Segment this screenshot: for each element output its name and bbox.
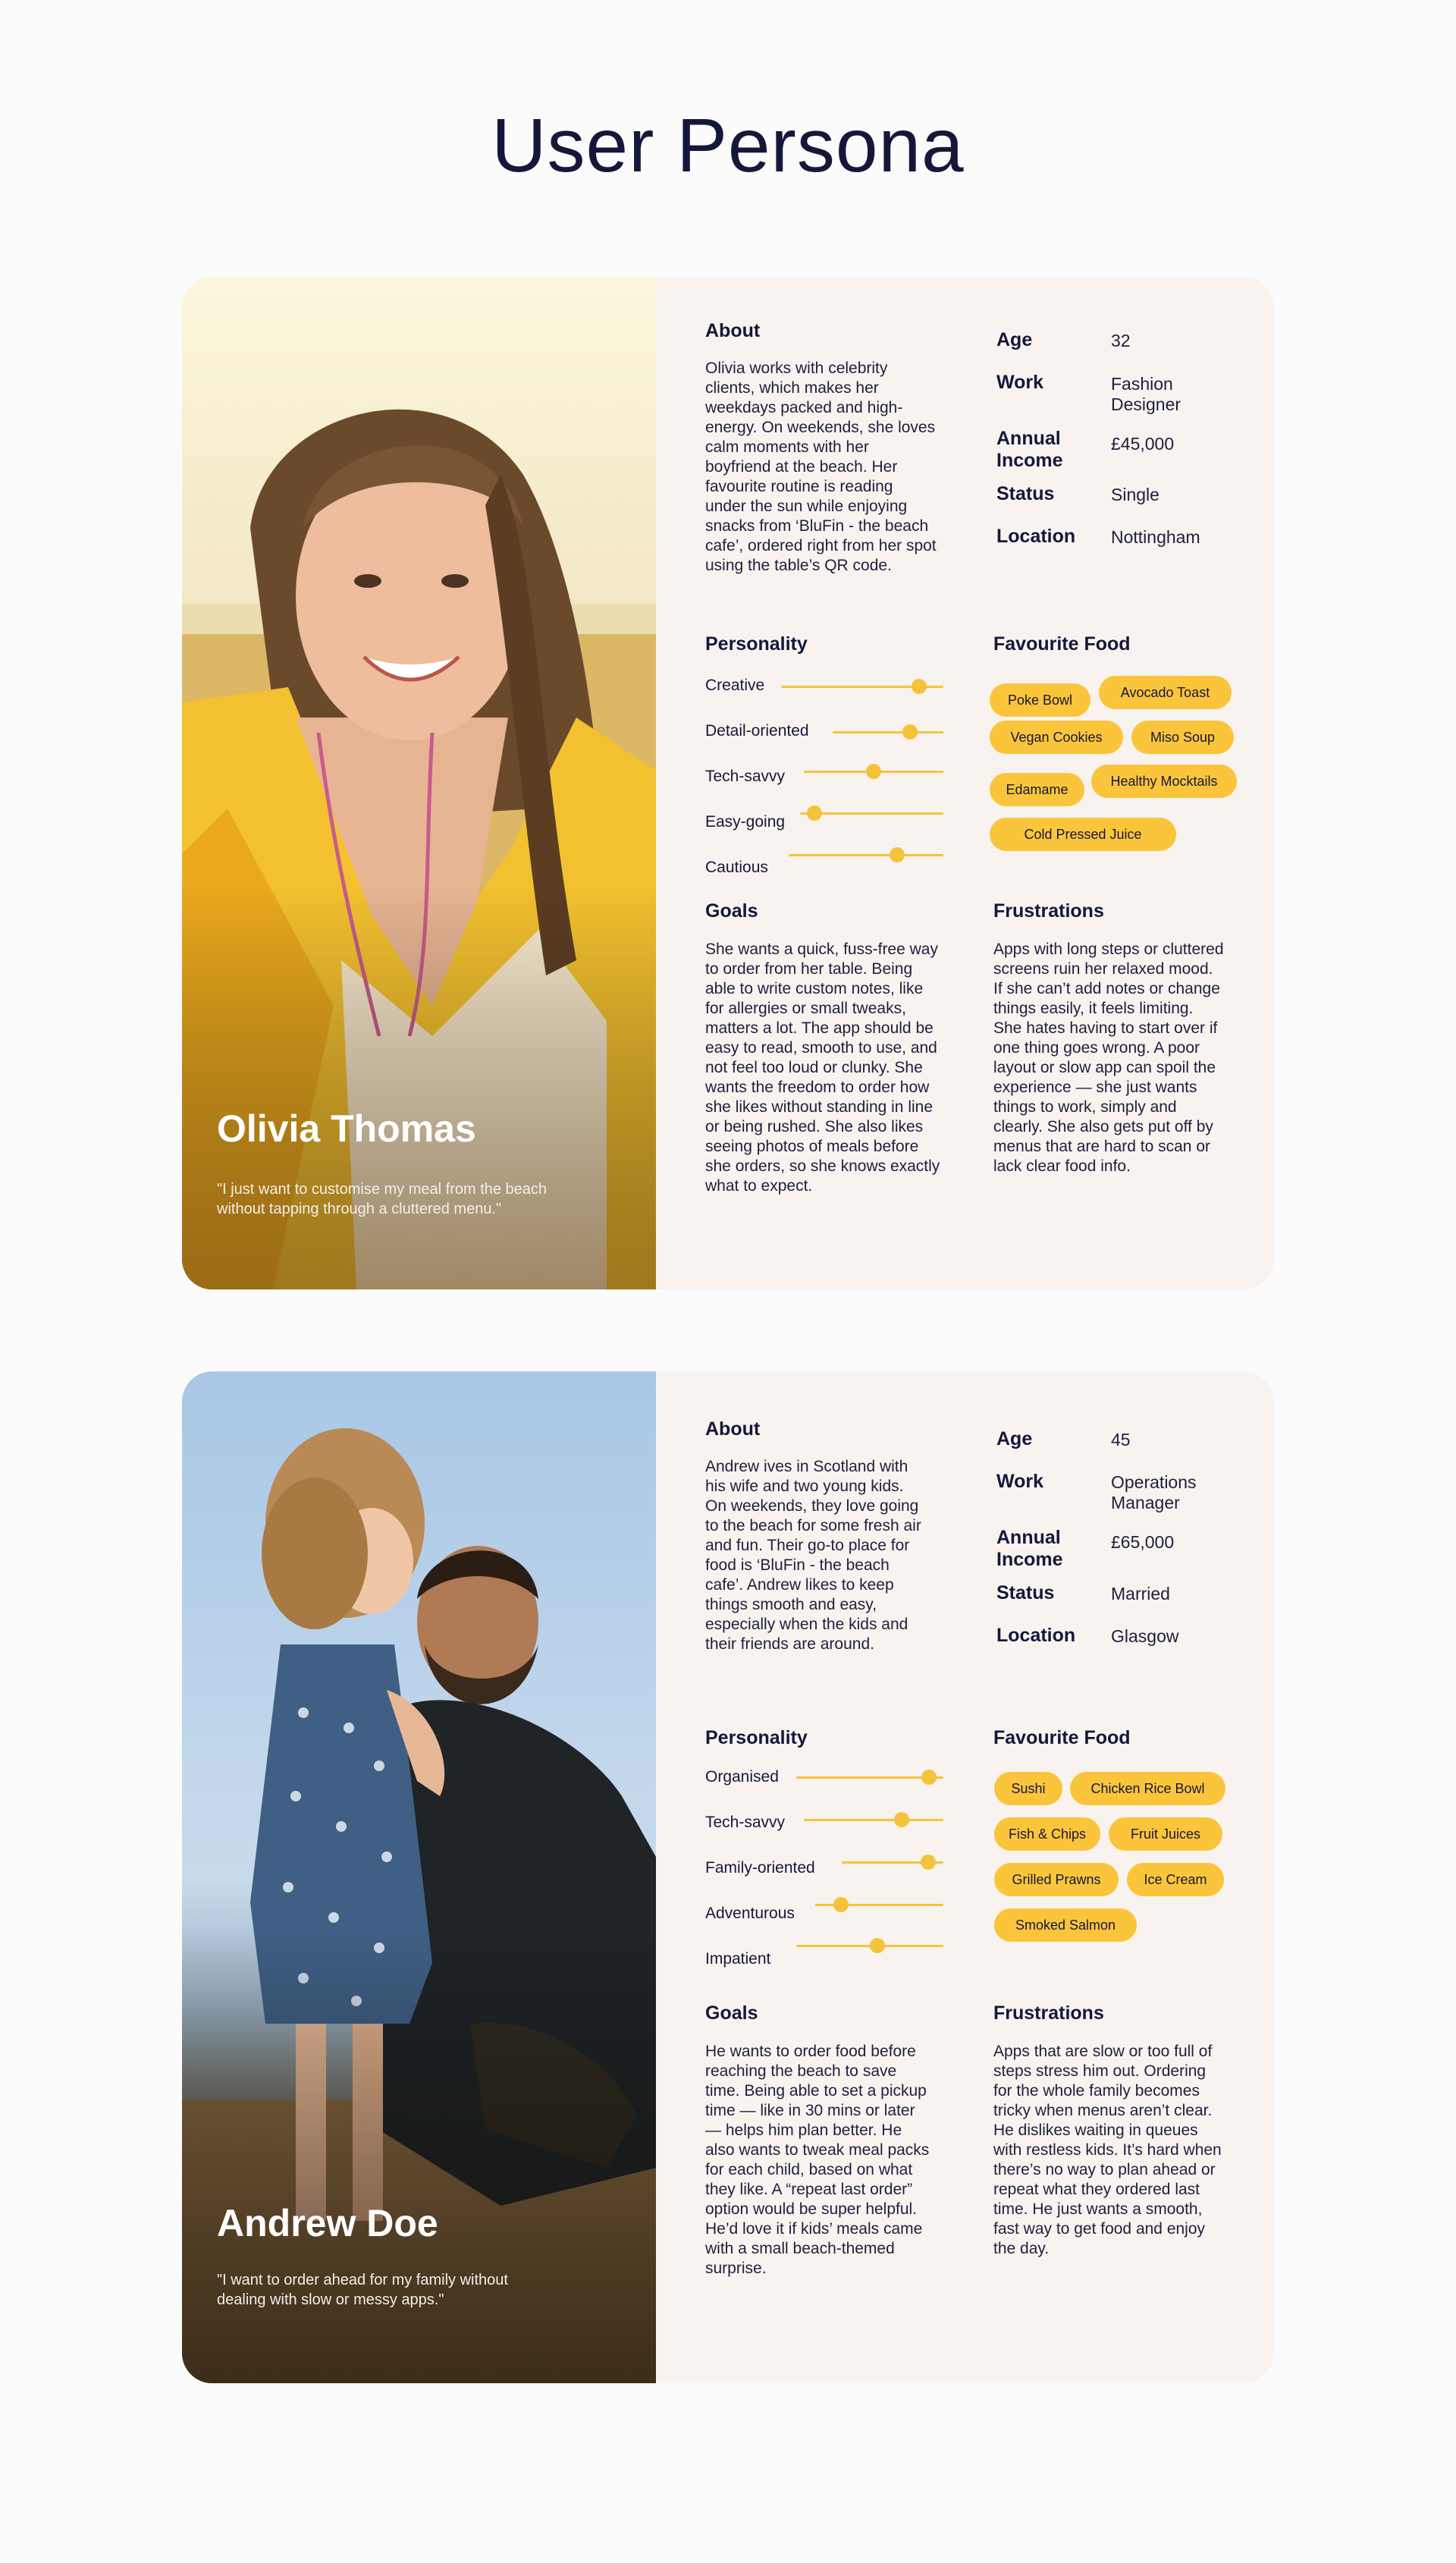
slider-thumb [890,847,905,862]
slider-thumb [902,724,918,740]
about-text: Andrew ives in Scotland with his wife and two young kids. On weekends, they love going to the beach for some fresh air and fun. Their go-to place for food is ‘BluFin - the beach cafe’. Andrew likes to keep things smooth and easy, especially when the kids and their friends are around. [705,1458,921,1653]
trait-label: Tech-savvy [705,768,786,785]
trait-label: Creative [705,677,765,694]
personality-title: Personality [705,633,808,655]
slider-thumb [870,1938,885,1953]
food-tag: Smoked Salmon [994,1908,1137,1942]
stat-label-work: Work [996,372,1044,393]
persona-name: Olivia Thomas [217,1107,476,1150]
stat-label-income: Annual Income [996,1527,1063,1570]
persona-card [182,278,1274,1289]
trait-label: Impatient [705,1950,771,1968]
trait-label: Adventurous [705,1905,795,1922]
trait-slider [833,731,943,733]
stat-label-status: Status [996,483,1055,504]
slider-thumb [921,1770,937,1785]
food-tag: Ice Cream [1127,1863,1224,1896]
persona-quote: "I want to order ahead for my family without dealing with slow or messy apps." [217,2272,508,2308]
persona-details [656,278,1274,1289]
food-tag: Poke Bowl [990,683,1090,717]
trait-label: Easy-going [705,813,786,831]
food-tag: Sushi [994,1772,1062,1805]
stat-value-status: Single [1111,485,1159,504]
trait-slider [842,1861,943,1864]
trait-label: Family-oriented [705,1859,815,1877]
trait-slider [796,1776,943,1779]
trait-label: Detail-oriented [705,722,809,740]
frustrations-title: Frustrations [993,2002,1104,2024]
stat-value-location: Glasgow [1111,1626,1179,1646]
stat-value-work: Operations Manager [1111,1472,1197,1512]
stat-label-age: Age [996,1428,1033,1450]
stat-value-status: Married [1111,1584,1170,1603]
slider-thumb [894,1812,909,1827]
trait-label: Tech-savvy [705,1814,786,1831]
frustrations-text: Apps with long steps or cluttered screens ruin her relaxed mood. If she can’t add notes or change things easily, it feels limiting. She hates having to start over if one thing goes wrong. A poor layout or slow app can spoil the experience — she just wants things to work, simply and clearly. She also gets put off by menus that are hard to scan or lack clear food info. [993,941,1224,1175]
food-tag: Vegan Cookies [990,721,1123,754]
goals-text: She wants a quick, fuss-free way to order from her table. Being able to write custom notes, like for allergies or small tweaks, matters a lot. The app should be easy to read, smooth to use, and not feel too loud or clunky. She wants the freedom to order how she likes without standing in line or being rushed. She also likes seeing photos of meals before she orders, so she knows exactly what to expect. [705,941,940,1195]
food-tag: Grilled Prawns [994,1863,1119,1896]
stat-label-work: Work [996,1471,1044,1492]
food-tag: Edamame [990,773,1084,806]
stat-label-age: Age [996,329,1033,350]
personality-title: Personality [705,1727,808,1748]
food-tag: Miso Soup [1131,721,1234,754]
persona-details [656,1371,1274,2383]
trait-slider [781,686,943,688]
woman-portrait-photo [182,278,656,1289]
stat-value-age: 45 [1111,1430,1131,1450]
slider-thumb [833,1897,849,1912]
slider-thumb [866,764,881,779]
stat-label-location: Location [996,526,1076,547]
food-title: Favourite Food [993,633,1131,655]
food-tag: Healthy Mocktails [1091,765,1237,798]
stat-label-income: Annual Income [996,428,1063,471]
trait-slider [804,771,943,773]
food-tag: Fish & Chips [994,1817,1100,1851]
food-tag: Chicken Rice Bowl [1070,1772,1225,1805]
trait-slider [800,812,943,815]
about-title: About [705,1418,761,1440]
trait-slider [804,1819,943,1821]
goals-text: He wants to order food before reaching the beach to save time. Being able to set a pickup time — like in 30 mins or later — helps him plan better. He also wants to tweak meal packs for each child, based on what they like. A “repeat last order” option would be super helpful. He’d love it if kids’ meals came with a small beach-themed surprise. [705,2043,930,2277]
stat-value-income: £45,000 [1111,434,1175,454]
slider-thumb [912,679,927,694]
stat-value-income: £65,000 [1111,1532,1175,1552]
slider-thumb [807,806,822,821]
page-title: User Persona [491,103,965,188]
about-title: About [705,320,761,341]
trait-slider [796,1945,943,1947]
persona-card [182,1371,1274,2383]
persona-name: Andrew Doe [217,2202,438,2244]
slider-thumb [921,1855,936,1870]
trait-label: Cautious [705,859,768,876]
father-daughter-photo [182,1371,656,2383]
trait-slider [815,1904,943,1906]
stat-label-status: Status [996,1582,1055,1603]
stat-value-location: Nottingham [1111,527,1200,547]
stat-value-work: Fashion Designer [1111,374,1181,414]
frustrations-title: Frustrations [993,900,1104,922]
goals-title: Goals [705,900,758,922]
stat-value-age: 32 [1111,331,1131,350]
goals-title: Goals [705,2002,758,2024]
frustrations-text: Apps that are slow or too full of steps stress him out. Ordering for the whole family becomes tricky when menus aren’t clear. He dislikes waiting in queues with restless kids. It’s hard when there’s no way to plan ahead or repeat what they ordered last time. He just wants a smooth, fast way to get food and enjoy the day. [993,2043,1222,2257]
about-text: Olivia works with celebrity clients, which makes her weekdays packed and high-energy. On weekends, she loves calm moments with her boyfriend at the beach. Her favourite routine is reading under the sun while enjoying snacks from ‘BluFin - the beach cafe’, ordered right from her spot using the table’s QR code. [705,360,937,574]
stat-label-location: Location [996,1625,1076,1646]
trait-label: Organised [705,1768,779,1786]
food-tag: Cold Pressed Juice [990,818,1176,851]
trait-slider [789,854,943,856]
food-title: Favourite Food [993,1727,1131,1748]
persona-quote: "I just want to customise my meal from the beach without tapping through a cluttered menu." [217,1181,548,1217]
food-tag: Fruit Juices [1109,1817,1222,1851]
food-tag: Avocado Toast [1099,676,1232,709]
